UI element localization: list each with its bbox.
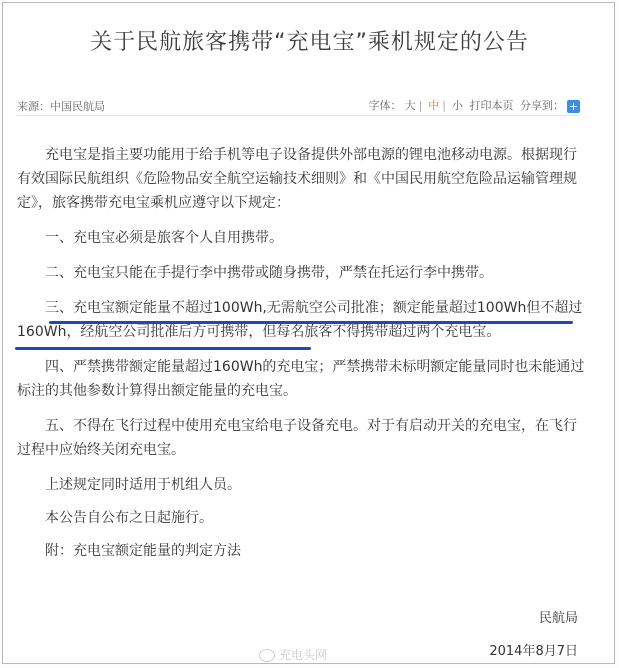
- issuer-signature: 民航局: [538, 611, 578, 626]
- font-size-label: 字体：: [368, 99, 402, 112]
- watermark-text: 充电头网: [279, 648, 328, 662]
- highlight-underline-1: [49, 321, 573, 324]
- weibo-icon: [259, 649, 275, 662]
- paragraph-rule-2: 二、充电宝只能在手提行李中携带或随身携带，严禁在托运行李中携带。: [45, 265, 493, 281]
- toolbar: [366, 97, 580, 113]
- issue-date: 2014年8月7日: [489, 644, 578, 659]
- paragraph-rule-4: 四、严禁携带额定能量超过160Wh的充电宝；严禁携带未标明额定能量同时也未能通过标注的其他参数计算得出额定能量的充电宝。: [17, 359, 585, 399]
- font-size-large-button[interactable]: 大: [404, 99, 416, 112]
- paragraph-crew: 上述规定同时适用于机组人员。: [45, 477, 241, 493]
- article-body: [17, 143, 589, 574]
- source-label: 来源：中国民航局: [17, 100, 105, 113]
- page-title: 关于民航旅客携带“充电宝”乘机规定的公告: [90, 30, 529, 55]
- paragraph-effective: 本公告自公布之日起施行。: [45, 510, 213, 526]
- meta-bar: [17, 95, 580, 116]
- font-size-small-button[interactable]: 小: [452, 99, 463, 112]
- highlight-underline-2: [15, 347, 311, 350]
- paragraph-rule-1: 一、充电宝必须是旅客个人自用携带。: [45, 230, 283, 246]
- paragraph-rule-3: 三、充电宝额定能量不超过100Wh,无需航空公司批准；额定能量超过100Wh但不超过160Wh，经航空公司批准后方可携带，但每名旅客不得携带超过两个充电宝。: [17, 300, 583, 340]
- separator: |: [418, 99, 423, 112]
- font-size-medium-button[interactable]: 中: [428, 99, 440, 112]
- attachment-link[interactable]: 附：充电宝额定能量的判定方法: [45, 543, 241, 559]
- share-plus-icon[interactable]: +: [568, 99, 579, 113]
- share-label: 分享到：: [520, 99, 564, 112]
- paragraph-intro: 充电宝是指主要功能用于给手机等电子设备提供外部电源的锂电池移动电源。根据现行有效国际民航组织《危险物品安全航空运输技术细则》和《中国民用航空危险品运输管理规定》，旅客携带充电宝乘机应遵守以下规定：: [17, 147, 577, 211]
- separator: |: [442, 99, 446, 112]
- print-page-button[interactable]: 打印本页: [469, 99, 514, 112]
- paragraph-rule-5: 五、不得在飞行过程中使用充电宝给电子设备充电。对于有启动开关的充电宝，在飞行过程中应始终关闭充电宝。: [17, 418, 577, 458]
- watermark: [259, 646, 327, 663]
- document-frame: [2, 2, 615, 664]
